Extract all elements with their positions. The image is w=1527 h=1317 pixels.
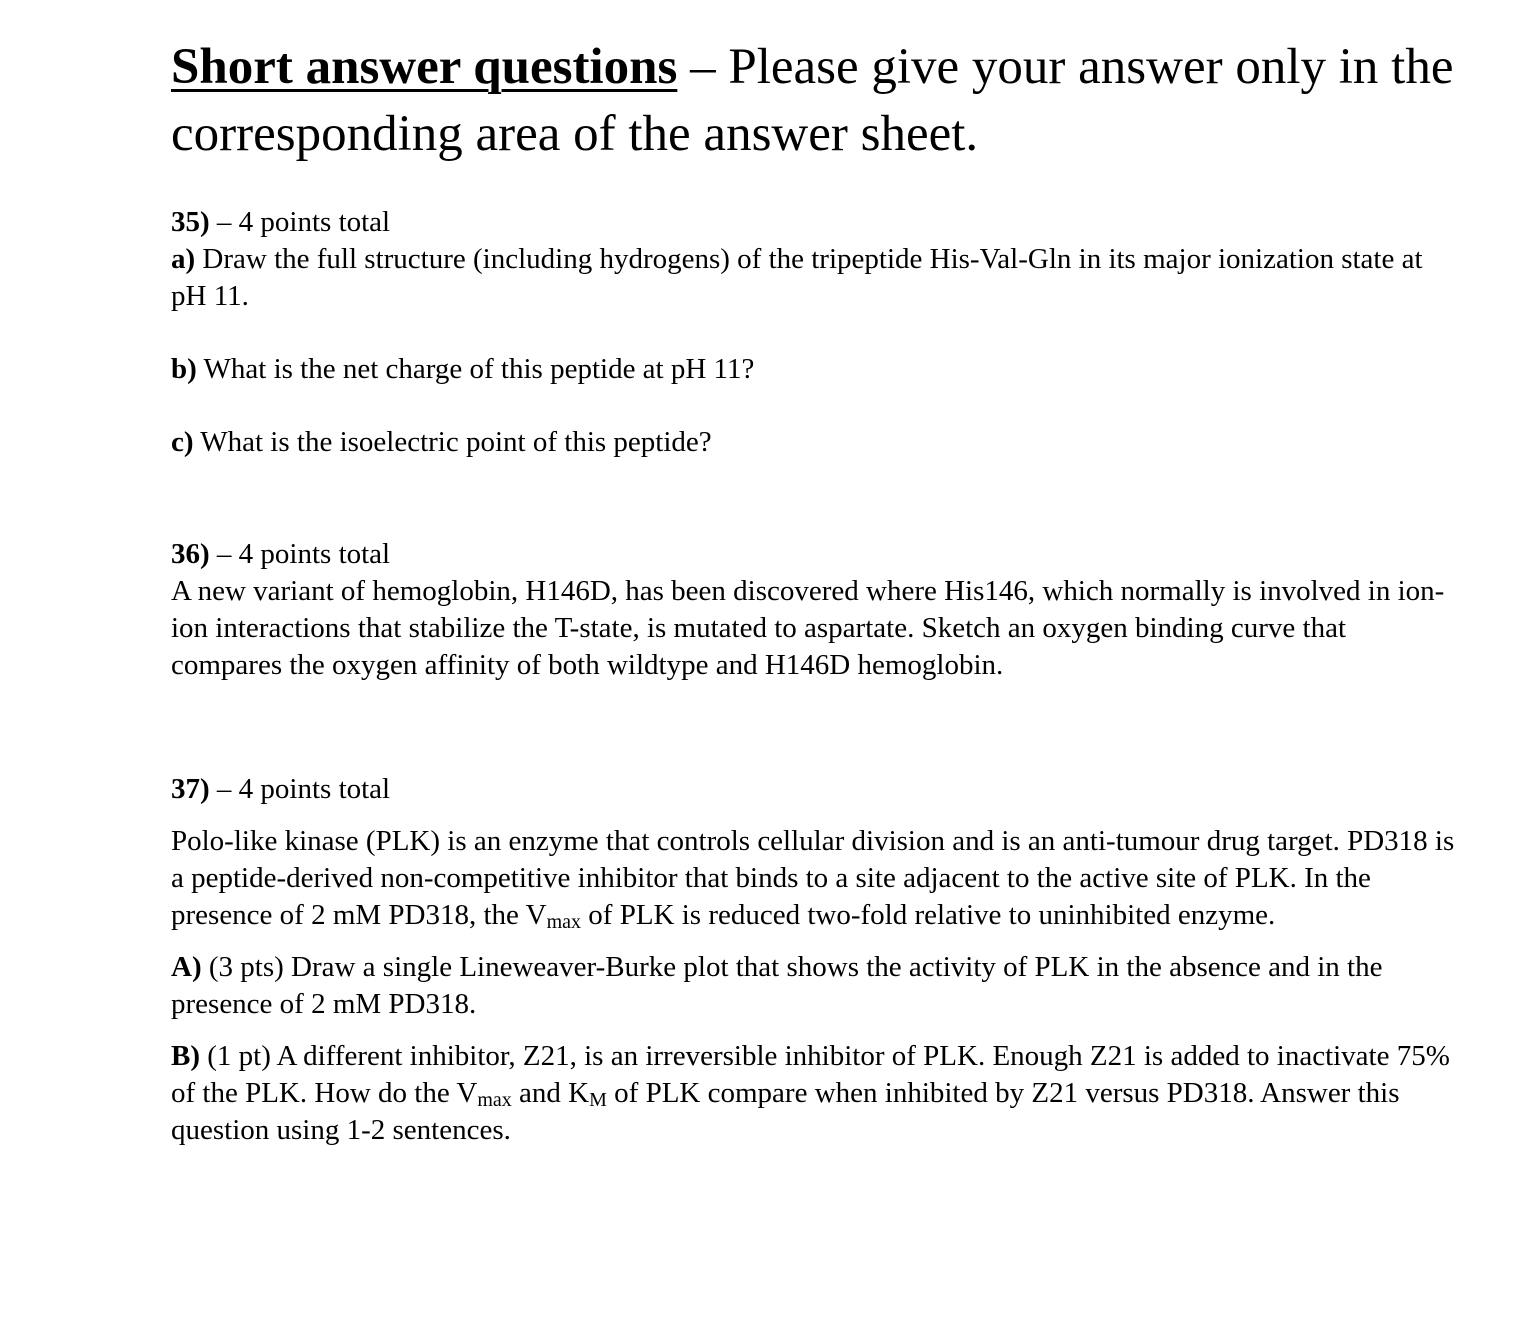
question-points: – 4 points total [209,773,391,805]
question-35b [171,351,1461,388]
intro-text: Polo-like kinase (PLK) is an enzyme that controls cellular division and is an anti-tumour drug target. PD318 is a peptide-derived non-competitive inhibitor that binds to a site adjacent to the active site of PLK. In the presence of 2 mM PD318, the V [171,825,1455,931]
part-text: of PLK compare when inhibited by Z21 versus PD318. Answer this question using 1-2 sentences. [171,1077,1400,1146]
part-text: What is the net charge of this peptide at pH 11? [196,353,755,385]
part-label: b) [171,353,197,385]
part-label: a) [171,243,196,275]
km-subscript: M [589,1089,607,1111]
title-instruction: – Please give your answer only in the corresponding area of the answer sheet. [171,39,1454,162]
question-37B [171,1038,1461,1149]
question-37-header [171,771,1461,808]
question-35a [171,241,1461,315]
vmax-subscript: max [477,1089,512,1111]
question-35 [171,204,1461,461]
part-text: What is the isoelectric point of this peptide? [193,426,712,458]
part-text: Draw the full structure (including hydrogens) of the tripeptide His-Val-Gln in its major ionization state at pH 11. [171,243,1423,312]
question-number: 35) [171,206,210,238]
part-label: c) [171,426,194,458]
question-36-text: A new variant of hemoglobin, H146D, has been discovered where His146, which normally is involved in ion-ion interactions that stabilize the T-state, is mutated to aspartate. Sketch an oxygen binding curve that compares the oxygen affinity of both wildtype and H146D hemoglobin. [171,575,1445,681]
question-number: 36) [171,538,210,570]
part-text: (3 pts) Draw a single Lineweaver-Burke plot that shows the activity of PLK in the absence and in the presence of 2 mM PD318. [171,951,1383,1020]
question-37 [171,771,1461,1149]
section-heading: Short answer questions [171,39,678,95]
question-36 [171,536,1461,684]
question-37-intro [171,823,1461,934]
part-text: and K [511,1077,590,1109]
question-points: – 4 points total [209,538,391,570]
vmax-subscript: max [546,911,582,933]
exam-page [171,34,1461,1146]
intro-text-end: of PLK is reduced two-fold relative to uninhibited enzyme. [581,899,1276,931]
question-35-header [171,204,1461,241]
part-label: A) [171,951,202,983]
page-title [171,34,1461,168]
question-36-header [171,536,1461,573]
part-text: (1 pt) A different inhibitor, Z21, is an irreversible inhibitor of PLK. Enough Z21 is added to inactivate 75% of the PLK. How do the V [171,1040,1450,1109]
question-37A [171,949,1461,1023]
part-label: B) [171,1040,200,1072]
question-number: 37) [171,773,210,805]
question-35c [171,424,1461,461]
question-points: – 4 points total [209,206,391,238]
